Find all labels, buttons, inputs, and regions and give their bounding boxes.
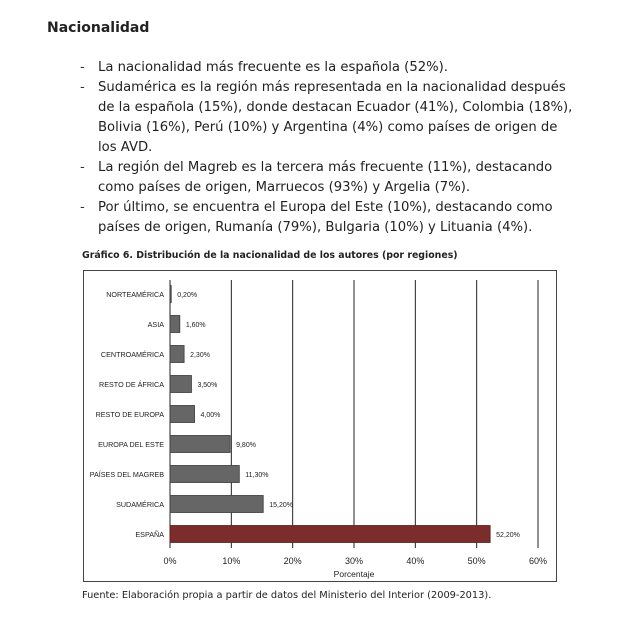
bar xyxy=(170,526,490,543)
x-tick-label: 30% xyxy=(344,556,364,566)
category-label: EUROPA DEL ESTE xyxy=(98,440,164,449)
data-label: 15,20% xyxy=(269,502,293,509)
category-label: NORTEAMÉRICA xyxy=(106,290,164,299)
bar xyxy=(170,496,263,513)
x-tick-label: 0% xyxy=(163,556,177,566)
nationality-bar-chart xyxy=(83,270,557,582)
data-label: 52,20% xyxy=(496,532,520,539)
category-label: ASIA xyxy=(147,320,164,329)
chart-title: Gráfico 6. Distribución de la nacionalidad de los autores (por regiones) xyxy=(82,250,458,261)
x-axis-title: Porcentaje xyxy=(333,569,375,579)
category-label: SUDAMÉRICA xyxy=(116,500,164,509)
bar xyxy=(170,376,191,393)
data-label: 3,50% xyxy=(197,382,218,389)
x-tick-label: 60% xyxy=(528,556,548,566)
bullet-item: - La nacionalidad más frecuente es la española (52%). xyxy=(80,58,580,78)
data-label: 0,20% xyxy=(177,292,198,299)
bar xyxy=(170,436,230,453)
bullet-item: - La región del Magreb es la tercera más frecuente (11%), destacando como países de origen, Marruecos (93%) y Argelia (7%). xyxy=(80,158,580,198)
data-label: 4,00% xyxy=(200,412,221,419)
source-note: Fuente: Elaboración propia a partir de datos del Ministerio del Interior (2009-2013). xyxy=(82,590,492,601)
category-label: CENTROAMÉRICA xyxy=(100,350,164,359)
data-label: 11,30% xyxy=(245,472,269,479)
category-label: RESTO DE ÁFRICA xyxy=(99,380,164,389)
bullet-list xyxy=(80,58,580,238)
category-label: ESPAÑA xyxy=(135,530,164,539)
bullet-item: - Por último, se encuentra el Europa del Este (10%), destacando como países de origen, Rumanía (79%), Bulgaria (10%) y Lituania (4%). xyxy=(80,198,580,238)
bullet-item: - Sudamérica es la región más representada en la nacionalidad después de la española (15%), donde destacan Ecuador (41%), Colombia (18%), Bolivia (16%), Perú (10%) y Argentina (4%) como países de origen de los AVD. xyxy=(80,78,580,158)
category-label: PAÍSES DEL MAGREB xyxy=(89,470,164,479)
x-tick-label: 20% xyxy=(283,556,302,566)
bar xyxy=(170,406,195,423)
bar xyxy=(170,346,184,363)
bar xyxy=(170,466,239,483)
x-tick-label: 40% xyxy=(406,556,425,566)
bar xyxy=(170,286,171,303)
section-heading: Nacionalidad xyxy=(47,20,150,36)
category-label: RESTO DE EUROPA xyxy=(95,410,164,419)
x-tick-label: 10% xyxy=(222,556,241,566)
data-label: 2,30% xyxy=(190,352,210,359)
bar xyxy=(170,316,180,333)
data-label: 9,80% xyxy=(236,442,256,449)
x-tick-label: 50% xyxy=(467,556,486,566)
data-label: 1,60% xyxy=(185,322,206,329)
